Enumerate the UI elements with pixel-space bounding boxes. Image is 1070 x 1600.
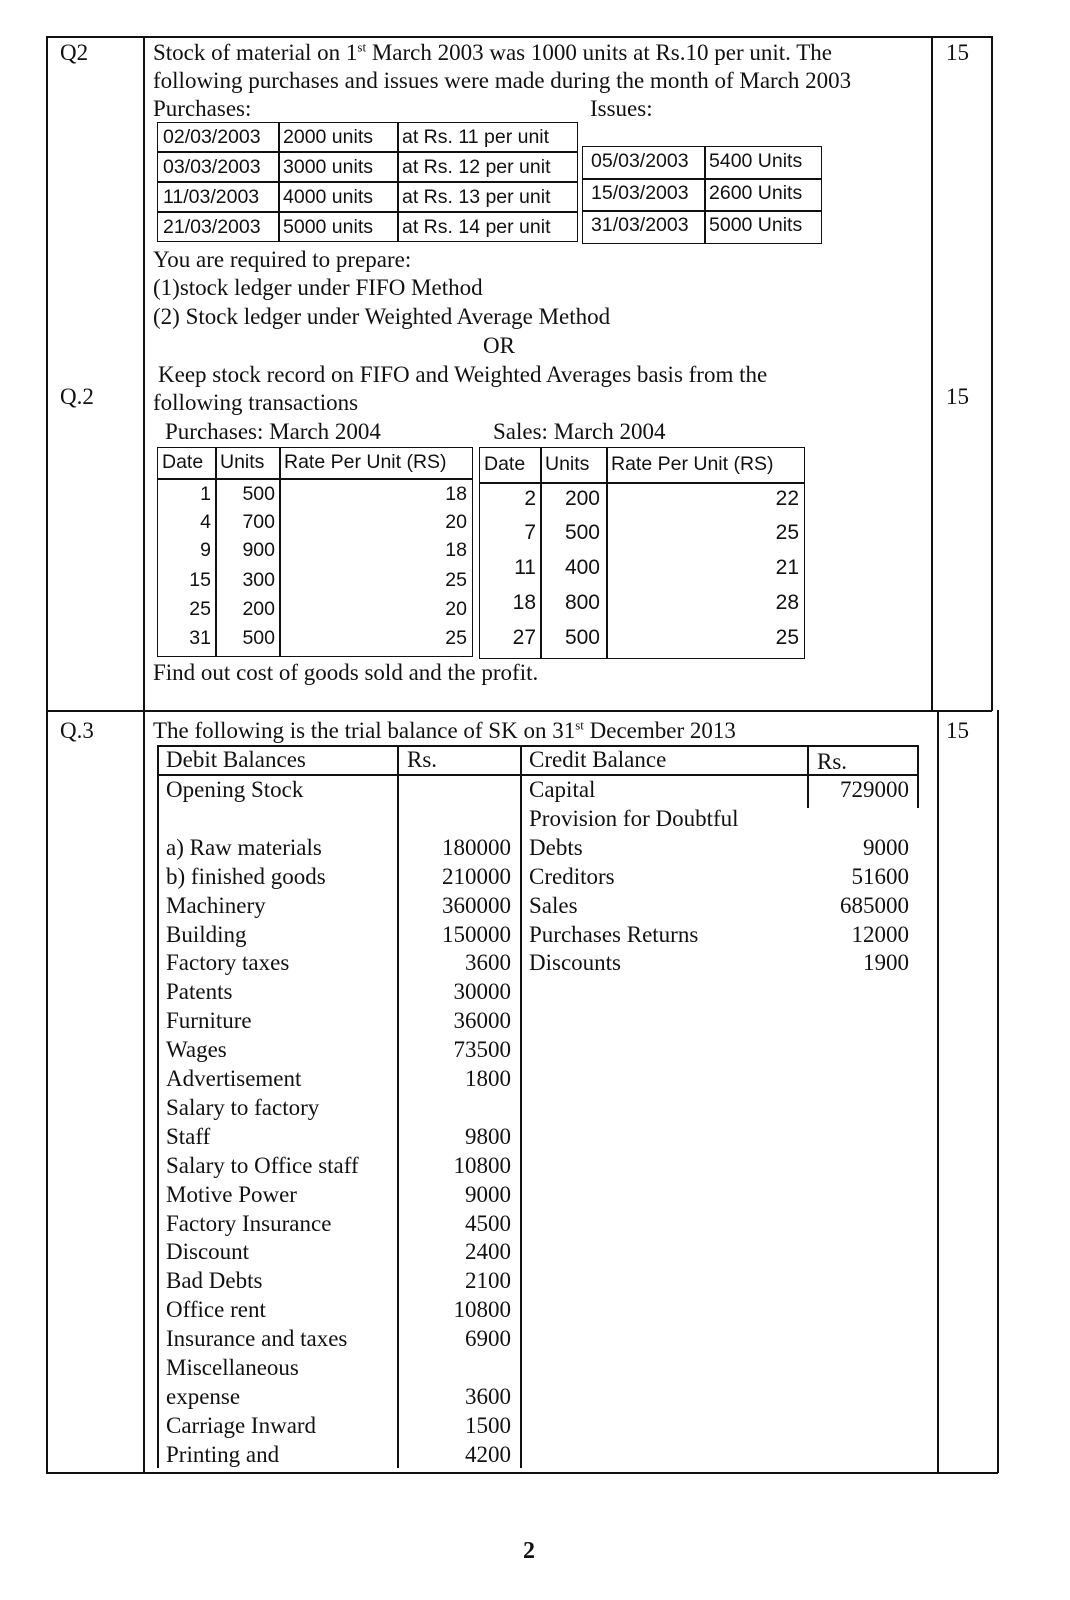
q2b-p-header-date: Date [162, 451, 204, 473]
sale-units: 500 [564, 626, 600, 649]
q2b-sales-table [479, 447, 805, 659]
purchase-rate: at Rs. 12 per unit [402, 156, 551, 178]
purchase-rate: at Rs. 14 per unit [402, 216, 551, 238]
issue-date: 05/03/2003 [591, 150, 689, 172]
credit-account: Debts [529, 834, 583, 860]
issue-date: 15/03/2003 [591, 182, 689, 204]
q2-req-weighted: (2) Stock ledger under Weighted Average Method [153, 304, 611, 329]
credit-amount: 1900 [863, 950, 909, 976]
q3-marks: 15 [946, 718, 969, 743]
q2-label: Q2 [60, 40, 89, 65]
tb-header-credit: Credit Balance [529, 747, 667, 772]
purchase-rate: at Rs. 11 per unit [402, 126, 550, 148]
q2b-s-header-units: Units [545, 453, 590, 475]
credit-amount: 51600 [851, 863, 909, 889]
q2b-marks: 15 [946, 384, 969, 409]
q2-intro-line2: following purchases and issues were made during the month of March 2003 [153, 68, 852, 93]
debit-amount: 10800 [453, 1297, 511, 1323]
debit-account: Salary to factory [166, 1094, 320, 1120]
debit-account: Printing and [166, 1441, 280, 1467]
debit-account: Miscellaneous [166, 1355, 299, 1380]
debit-amount: 210000 [442, 863, 511, 889]
sale-day: 2 [524, 487, 536, 510]
credit-account: Provision for Doubtful [529, 805, 739, 831]
debit-account: Advertisement [166, 1066, 302, 1091]
issue-date: 31/03/2003 [591, 214, 689, 236]
purchase-units: 200 [242, 598, 275, 620]
debit-account: Carriage Inward [166, 1412, 317, 1438]
q2b-find: Find out cost of goods sold and the profit. [153, 660, 539, 685]
debit-amount: 3600 [465, 950, 511, 976]
purchase-date: 11/03/2003 [163, 186, 260, 208]
debit-account: Discount [166, 1239, 250, 1265]
trial-balance-table [157, 745, 918, 1468]
sale-day: 27 [512, 626, 536, 649]
debit-account: Patents [166, 979, 233, 1005]
tb-header-rs-credit: Rs. [817, 749, 848, 774]
q2b-p-header-rate: Rate Per Unit (RS) [284, 451, 447, 473]
purchase-date: 02/03/2003 [163, 126, 261, 148]
credit-amount: 9000 [863, 834, 909, 860]
issue-units: 5000 Units [709, 214, 803, 236]
purchase-units: 900 [242, 539, 275, 561]
debit-amount: 6900 [465, 1326, 511, 1352]
purchase-rate: 25 [445, 569, 467, 591]
debit-account: expense [166, 1383, 241, 1409]
purchase-units: 700 [242, 511, 275, 533]
debit-account: Machinery [166, 892, 266, 918]
credit-account: Capital [529, 777, 596, 802]
debit-amount: 1500 [465, 1412, 511, 1438]
q2-required: You are required to prepare: [153, 247, 412, 272]
debit-amount: 360000 [442, 892, 511, 918]
credit-amount: 729000 [840, 777, 909, 802]
sale-units: 200 [564, 487, 600, 510]
q2b-s-header-date: Date [484, 453, 526, 475]
page-number: 2 [523, 1538, 535, 1564]
purchase-units: 500 [242, 627, 275, 649]
debit-amount: 150000 [442, 921, 511, 947]
debit-account: Furniture [166, 1008, 252, 1034]
sale-rate: 25 [775, 626, 799, 649]
sale-units: 400 [564, 556, 600, 579]
sale-units: 500 [564, 521, 600, 544]
debit-account: Motive Power [166, 1181, 297, 1207]
debit-amount: 2100 [465, 1268, 511, 1294]
purchase-day: 4 [200, 511, 211, 533]
purchase-day: 15 [189, 569, 211, 591]
sale-rate: 21 [775, 556, 799, 579]
q2b-intro-line1: Keep stock record on FIFO and Weighted Averages basis from the [158, 362, 768, 387]
purchase-date: 03/03/2003 [163, 156, 261, 178]
debit-account: Opening Stock [166, 777, 304, 802]
purchase-rate: 20 [445, 598, 467, 620]
purchase-units: 500 [242, 483, 275, 505]
debit-account: Salary to Office staff [166, 1152, 359, 1178]
credit-account: Creditors [529, 863, 615, 889]
credit-account: Purchases Returns [529, 921, 699, 947]
credit-amount: 685000 [840, 892, 909, 918]
debit-account: Insurance and taxes [166, 1326, 348, 1352]
q2-or: OR [483, 333, 515, 358]
purchase-units: 3000 units [283, 156, 373, 178]
purchase-day: 25 [189, 598, 211, 620]
q3-intro: The following is the trial balance of SK on 31st December 2013 [153, 717, 736, 743]
q2-issues-table [582, 146, 822, 244]
purchase-day: 9 [200, 539, 211, 561]
credit-amount: 12000 [851, 921, 909, 947]
purchase-date: 21/03/2003 [163, 216, 261, 238]
sale-rate: 25 [775, 521, 799, 544]
debit-amount: 3600 [465, 1383, 511, 1409]
debit-amount: 4200 [465, 1441, 511, 1467]
sale-day: 18 [512, 591, 536, 614]
q2-purchases-table [157, 122, 578, 242]
debit-amount: 180000 [442, 834, 511, 860]
issue-units: 2600 Units [709, 182, 803, 204]
debit-account: Office rent [166, 1297, 266, 1323]
purchase-rate: at Rs. 13 per unit [402, 186, 551, 208]
debit-amount: 9000 [465, 1181, 511, 1207]
q2b-sales-caption: Sales: March 2004 [493, 419, 666, 444]
credit-account: Sales [529, 892, 578, 918]
sale-day: 7 [524, 521, 536, 544]
tb-header-debit: Debit Balances [166, 747, 306, 772]
q2b-label: Q.2 [60, 384, 94, 409]
q2-intro-line1: Stock of material on 1st March 2003 was 1000 units at Rs.10 per unit. The [153, 39, 832, 65]
sale-units: 800 [564, 591, 600, 614]
q2-marks: 15 [946, 40, 969, 65]
purchase-units: 4000 units [283, 186, 373, 208]
q2b-p-header-units: Units [220, 451, 265, 473]
sale-rate: 28 [775, 591, 799, 614]
debit-account: Staff [166, 1123, 211, 1149]
purchase-rate: 18 [445, 483, 467, 505]
purchase-units: 2000 units [283, 126, 373, 148]
debit-account: b) finished goods [166, 863, 326, 889]
purchase-day: 1 [200, 483, 211, 505]
q2b-s-header-rate: Rate Per Unit (RS) [611, 453, 774, 475]
purchase-units: 5000 units [283, 216, 373, 238]
debit-amount: 1800 [465, 1066, 511, 1091]
q2b-intro-line2: following transactions [153, 390, 359, 415]
debit-account: a) Raw materials [166, 834, 322, 860]
debit-account: Factory Insurance [166, 1210, 332, 1236]
q3-label: Q.3 [60, 718, 94, 743]
q2-req-fifo: (1)stock ledger under FIFO Method [153, 275, 483, 300]
purchase-rate: 25 [445, 627, 467, 649]
debit-amount: 2400 [465, 1239, 511, 1265]
tb-header-rs-debit: Rs. [407, 747, 438, 772]
debit-amount: 10800 [453, 1152, 511, 1178]
debit-account: Bad Debts [166, 1268, 263, 1294]
purchase-day: 31 [189, 627, 211, 649]
debit-amount: 9800 [465, 1123, 511, 1149]
sale-rate: 22 [775, 487, 799, 510]
purchase-rate: 18 [445, 539, 467, 561]
q2b-purchases-caption: Purchases: March 2004 [165, 419, 381, 444]
issue-units: 5400 Units [709, 150, 803, 172]
purchase-units: 300 [242, 569, 275, 591]
debit-amount: 30000 [453, 979, 511, 1005]
sale-day: 11 [514, 556, 536, 579]
q2-issues-label: Issues: [590, 96, 653, 121]
q2-purchases-label: Purchases: [153, 96, 252, 121]
credit-account: Discounts [529, 950, 621, 976]
debit-amount: 4500 [465, 1210, 511, 1236]
debit-account: Building [166, 921, 247, 947]
debit-account: Wages [166, 1037, 227, 1063]
purchase-rate: 20 [445, 511, 467, 533]
debit-amount: 73500 [453, 1037, 511, 1063]
debit-amount: 36000 [453, 1008, 511, 1034]
debit-account: Factory taxes [166, 950, 290, 976]
q2b-purchases-table [157, 447, 473, 657]
